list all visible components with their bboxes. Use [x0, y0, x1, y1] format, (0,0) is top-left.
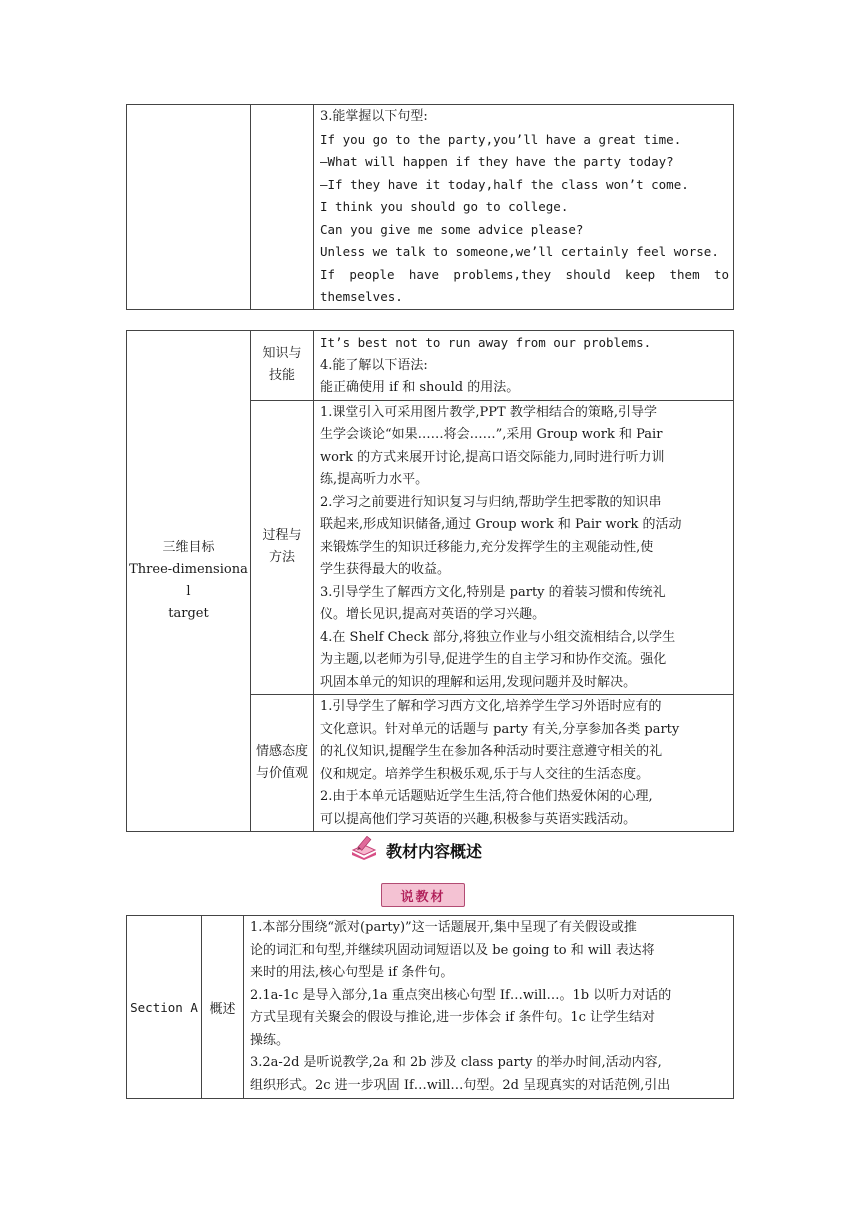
- label-line: 方法: [268, 550, 295, 566]
- text-line: 3.能掌握以下句型:: [320, 109, 428, 124]
- pencil-book-icon: [350, 836, 378, 864]
- text-line: 练,提高听力水平。: [320, 472, 429, 487]
- text-line: 能正确使用 if 和 should 的用法。: [320, 380, 520, 395]
- row-header-line: Three-dimensiona: [129, 562, 248, 577]
- text-line: work 的方式来展开讨论,提高口语交际能力,同时进行听力训: [320, 449, 665, 465]
- text-line: If people have problems,they should keep them to: [320, 266, 729, 282]
- process-content: [314, 400, 734, 695]
- text-line: 1.本部分围绕“派对(party)”这一话题展开,集中呈现了有关假设或推: [250, 920, 637, 935]
- row-header-line: 三维目标: [162, 540, 215, 555]
- label-line: 技能: [268, 368, 295, 384]
- text-line: 来锻炼学生的知识迁移能力,充分发挥学生的主观能动性,使: [320, 539, 654, 555]
- overview-text: 概述: [209, 1001, 236, 1017]
- empty-cell: [127, 105, 251, 310]
- label-line: 与价值观: [255, 766, 308, 781]
- text-line: 1.课堂引入可采用图片教学,PPT 教学相结合的策略,引导学: [320, 404, 657, 420]
- section-a-overview-table: [126, 915, 734, 1099]
- text-line: 1.引导学生了解和学习西方文化,培养学生学习外语时应有的: [320, 699, 662, 714]
- badge-text: 说教材: [400, 889, 446, 905]
- text-line: 仪。增长见识,提高对英语的学习兴趣。: [320, 607, 546, 622]
- text-line: 2.1a-1c 是导入部分,1a 重点突出核心句型 If…will…。1b 以听力对话的: [250, 987, 672, 1003]
- three-dimensional-target-table: [126, 330, 734, 832]
- section-a-label: [127, 916, 202, 1099]
- text-line: 方式呈现有关聚会的假设与推论,进一步体会 if 条件句。1c 让学生结对: [250, 1010, 656, 1025]
- label-emotion-values: [251, 695, 314, 832]
- text-line: 4.能了解以下语法:: [320, 357, 428, 373]
- text-line: 3.2a-2d 是听说教学,2a 和 2b 涉及 class party 的举办时间,活动内容,: [250, 1055, 662, 1070]
- text-line: 论的词汇和句型,并继续巩固动词短语以及 be going to 和 will 表达将: [250, 942, 655, 958]
- section-heading: [350, 836, 482, 864]
- text-line: 的礼仪知识,提醒学生在参加各种活动时要注意遵守相关的礼: [320, 744, 663, 759]
- text-line: I think you should go to college.: [320, 199, 569, 214]
- text-line: 联起来,形成知识储备,通过 Group work 和 Pair work 的活动: [320, 517, 682, 532]
- section-title-text: 教材内容概述: [386, 841, 483, 861]
- text-line: 组织形式。2c 进一步巩固 If…will…句型。2d 呈现真实的对话范例,引出: [250, 1077, 671, 1093]
- text-line: It’s best not to run away from our problems.: [320, 335, 652, 350]
- shuo-jiaocai-badge: [381, 883, 465, 907]
- text-line: 2.学习之前要进行知识复习与归纳,帮助学生把零散的知识串: [320, 494, 662, 510]
- text-line: —What will happen if they have the party today?: [320, 154, 674, 169]
- text-line: —If they have it today,half the class won’t come.: [320, 176, 689, 192]
- text-line: 来时的用法,核心句型是 if 条件句。: [250, 965, 454, 980]
- text-line: 为主题,以老师为引导,促进学生的自主学习和协作交流。强化: [320, 652, 667, 667]
- row-header-line: l: [186, 584, 191, 599]
- label-line: 情感态度: [255, 744, 308, 759]
- text-line: 文化意识。针对单元的话题与 party 有关,分享参加各类 party: [320, 721, 680, 737]
- text-line: Can you give me some advice please?: [320, 221, 584, 237]
- row-header-three-dimensional-target: [127, 331, 251, 832]
- text-line: If you go to the party,you’ll have a great time.: [320, 131, 682, 147]
- overview-content: [244, 916, 734, 1099]
- section-a-text: Section A: [130, 999, 198, 1015]
- knowledge-content: [314, 331, 734, 401]
- emotion-content: [314, 695, 734, 832]
- objectives-table-continued: [126, 104, 734, 310]
- row-header-line: target: [168, 606, 209, 621]
- text-line: 4.在 Shelf Check 部分,将独立作业与小组交流相结合,以学生: [320, 629, 676, 645]
- text-line: 3.引导学生了解西方文化,特别是 party 的着装习惯和传统礼: [320, 584, 666, 600]
- label-knowledge-skills: [251, 331, 314, 401]
- text-line: 操练。: [250, 1032, 290, 1048]
- text-line: 仪和规定。培养学生积极乐观,乐于与人交往的生活态度。: [320, 766, 650, 782]
- empty-cell: [251, 105, 314, 310]
- sentence-patterns-cell: [314, 105, 734, 310]
- overview-label: [202, 916, 244, 1099]
- text-line: themselves.: [320, 289, 403, 304]
- text-line: 生学会谈论“如果……将会……”,采用 Group work 和 Pair: [320, 427, 663, 442]
- text-line: 学生获得最大的收益。: [320, 562, 451, 577]
- text-line: 2.由于本单元话题贴近学生生活,符合他们热爱休闲的心理,: [320, 789, 653, 804]
- text-line: 可以提高他们学习英语的兴趣,积极参与英语实践活动。: [320, 811, 637, 827]
- text-line: 巩固本单元的知识的理解和运用,发现问题并及时解决。: [320, 674, 637, 690]
- label-line: 知识与: [262, 346, 302, 362]
- text-line: Unless we talk to someone,we’ll certainly feel worse.: [320, 244, 719, 259]
- label-process-methods: [251, 400, 314, 695]
- label-line: 过程与: [262, 528, 302, 544]
